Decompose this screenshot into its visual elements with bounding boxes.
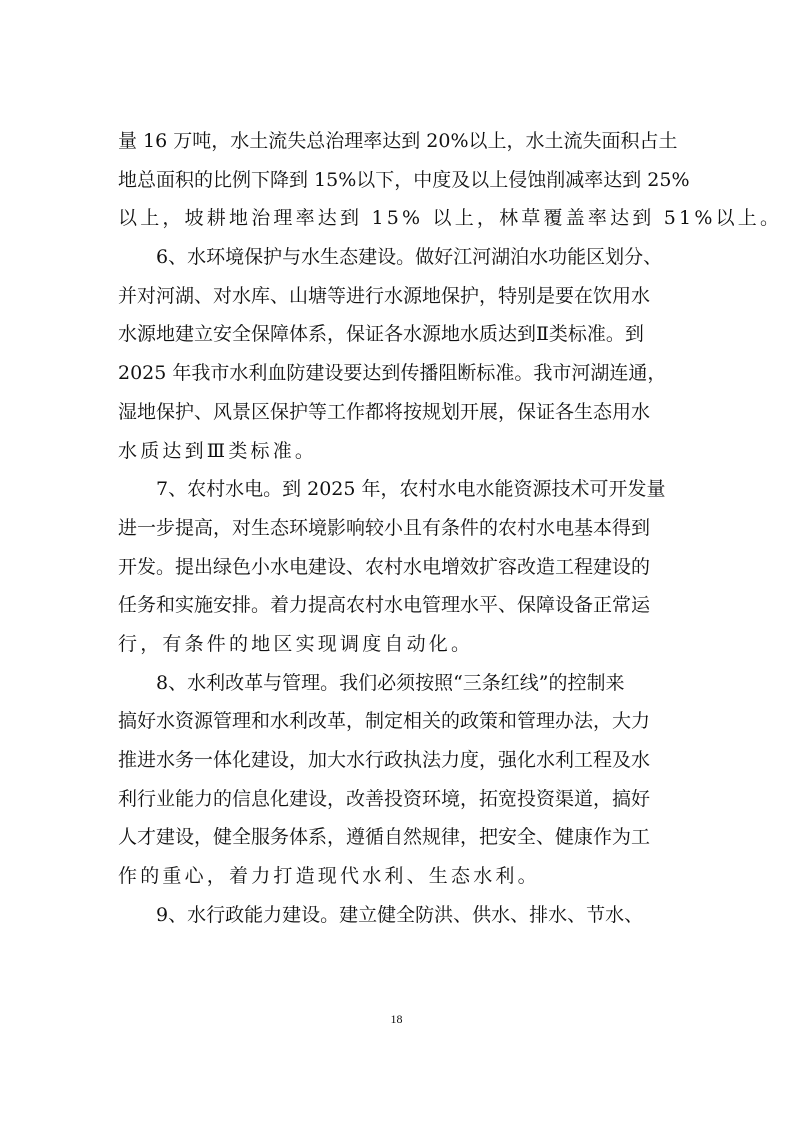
text-line: 作的重心，着力打造现代水利、生态水利。 [118, 865, 540, 888]
text-line: 任务和实施安排。着力提高农村水电管理水平、保障设备正常运 [118, 594, 651, 617]
text-line: 人才建设，健全服务体系，遵循自然规律，把安全、健康作为工 [118, 826, 651, 849]
page-number: 18 [390, 1012, 403, 1026]
text-line: 湿地保护、风景区保护等工作都将按规划开展，保证各生态用水 [118, 400, 651, 423]
text-line: 开发。提出绿色小水电建设、农村水电增效扩容改造工程建设的 [118, 555, 651, 578]
text-line: 搞好水资源管理和水利改革，制定相关的政策和管理办法，大力 [118, 710, 651, 733]
paragraph-start-line: 9、水行政能力建设。建立健全防洪、供水、排水、节水、 [156, 903, 644, 926]
body-text [118, 122, 783, 934]
text-line: 利行业能力的信息化建设，改善投资环境，拓宽投资渠道，搞好 [118, 787, 651, 810]
text-line: 2025 年我市水利血防建设要达到传播阻断标准。我市河湖连通， [118, 362, 667, 385]
text-line: 以上，坡耕地治理率达到 15% 以上，林草覆盖率达到 51%以上。 [118, 207, 783, 230]
text-line: 地总面积的比例下降到 15%以下，中度及以上侵蚀削减率达到 25% [118, 168, 690, 191]
text-line: 进一步提高，对生态环境影响较小且有条件的农村水电基本得到 [118, 516, 651, 539]
paragraph-start-line: 8、水利改革与管理。我们必须按照“三条红线”的控制来 [156, 671, 625, 694]
text-line: 并对河湖、对水库、山塘等进行水源地保护，特别是要在饮用水 [118, 284, 651, 307]
paragraph-start-line: 6、水环境保护与水生态建设。做好江河湖泊水功能区划分、 [156, 246, 663, 269]
paragraph-start-line: 7、农村水电。到 2025 年，农村水电水能资源技术可开发量 [156, 478, 666, 501]
text-line: 水质达到Ⅲ类标准。 [118, 439, 318, 462]
text-line: 推进水务一体化建设，加大水行政执法力度，强化水利工程及水 [118, 749, 651, 771]
text-line: 行，有条件的地区实现调度自动化。 [118, 632, 474, 655]
text-line: 量 16 万吨，水土流失总治理率达到 20%以上，水土流失面积占土 [118, 130, 678, 152]
text-line: 水源地建立安全保障体系，保证各水源地水质达到Ⅱ类标准。到 [118, 323, 644, 346]
